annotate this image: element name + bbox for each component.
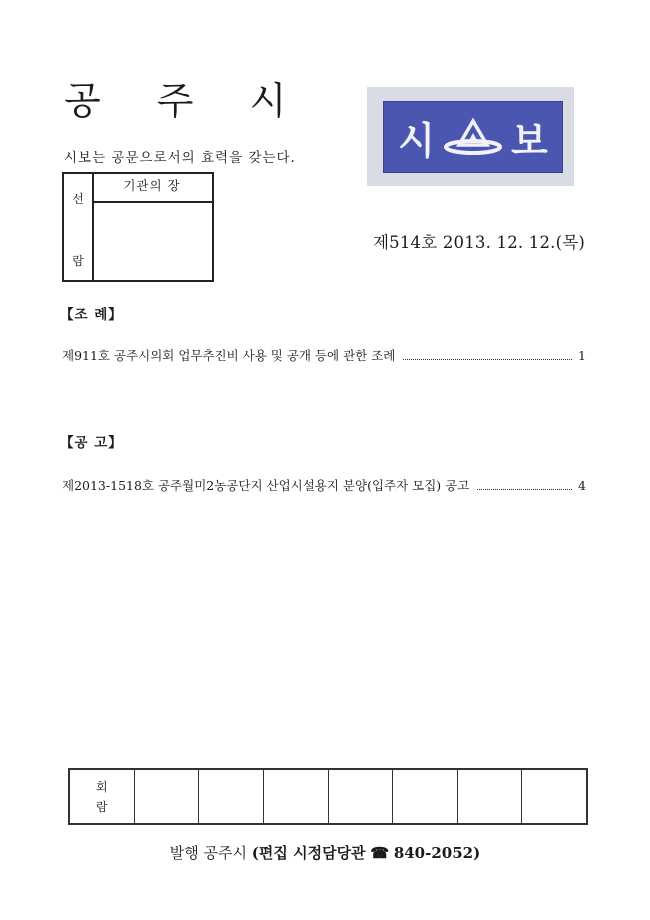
review-label-top: 회 bbox=[96, 779, 108, 794]
review-signature-cell bbox=[393, 770, 458, 823]
telephone-icon: ☎ bbox=[370, 844, 390, 862]
section-heading-notice: 【공 고】 bbox=[60, 435, 123, 451]
publisher-footer bbox=[0, 842, 650, 863]
toc-item-page: 4 bbox=[578, 478, 586, 493]
circulation-box bbox=[62, 172, 214, 282]
motto: 시보는 공문으로서의 효력을 갖는다. bbox=[64, 150, 296, 166]
gazette-logo bbox=[367, 87, 574, 186]
toc-item-page: 1 bbox=[578, 348, 586, 363]
logo-text-left: 시 bbox=[398, 118, 435, 163]
circulation-label-top: 선 bbox=[72, 192, 84, 206]
toc-leader-dots bbox=[477, 489, 572, 490]
publisher: 발행 공주시 bbox=[169, 844, 248, 862]
review-signature-cell bbox=[458, 770, 523, 823]
toc-item-title: 제911호 공주시의회 업무추진비 사용 및 공개 등에 관한 조례 bbox=[62, 348, 396, 363]
circulation-label-column bbox=[64, 174, 94, 280]
review-table bbox=[68, 768, 588, 825]
logo-text-right: 보 bbox=[511, 118, 548, 163]
review-label-cell bbox=[70, 770, 135, 823]
toc-item[interactable] bbox=[62, 346, 586, 364]
review-label-bottom: 람 bbox=[96, 799, 108, 814]
circulation-label-bottom: 람 bbox=[72, 254, 84, 268]
circulation-header: 기관의 장 bbox=[92, 174, 212, 203]
section-heading-ordinance: 【조 례】 bbox=[60, 307, 123, 323]
toc-item-title: 제2013-1518호 공주월미2농공단지 산업시설용지 분양(입주자 모집) 공고 bbox=[62, 478, 470, 493]
city-title: 공 주 시 bbox=[64, 79, 309, 123]
review-signature-cell bbox=[135, 770, 200, 823]
logo-panel bbox=[383, 101, 563, 173]
logo-emblem-icon bbox=[443, 117, 503, 157]
toc-item[interactable] bbox=[62, 476, 586, 494]
review-signature-cell bbox=[522, 770, 586, 823]
phone-number: 840-2052) bbox=[393, 844, 481, 862]
review-signature-cell bbox=[329, 770, 394, 823]
editor: (편집 시정담당관 bbox=[251, 844, 366, 862]
review-signature-cell bbox=[264, 770, 329, 823]
issue-number-date: 제514호 2013. 12. 12.(목) bbox=[373, 233, 586, 252]
toc-leader-dots bbox=[403, 359, 572, 360]
review-signature-cell bbox=[199, 770, 264, 823]
